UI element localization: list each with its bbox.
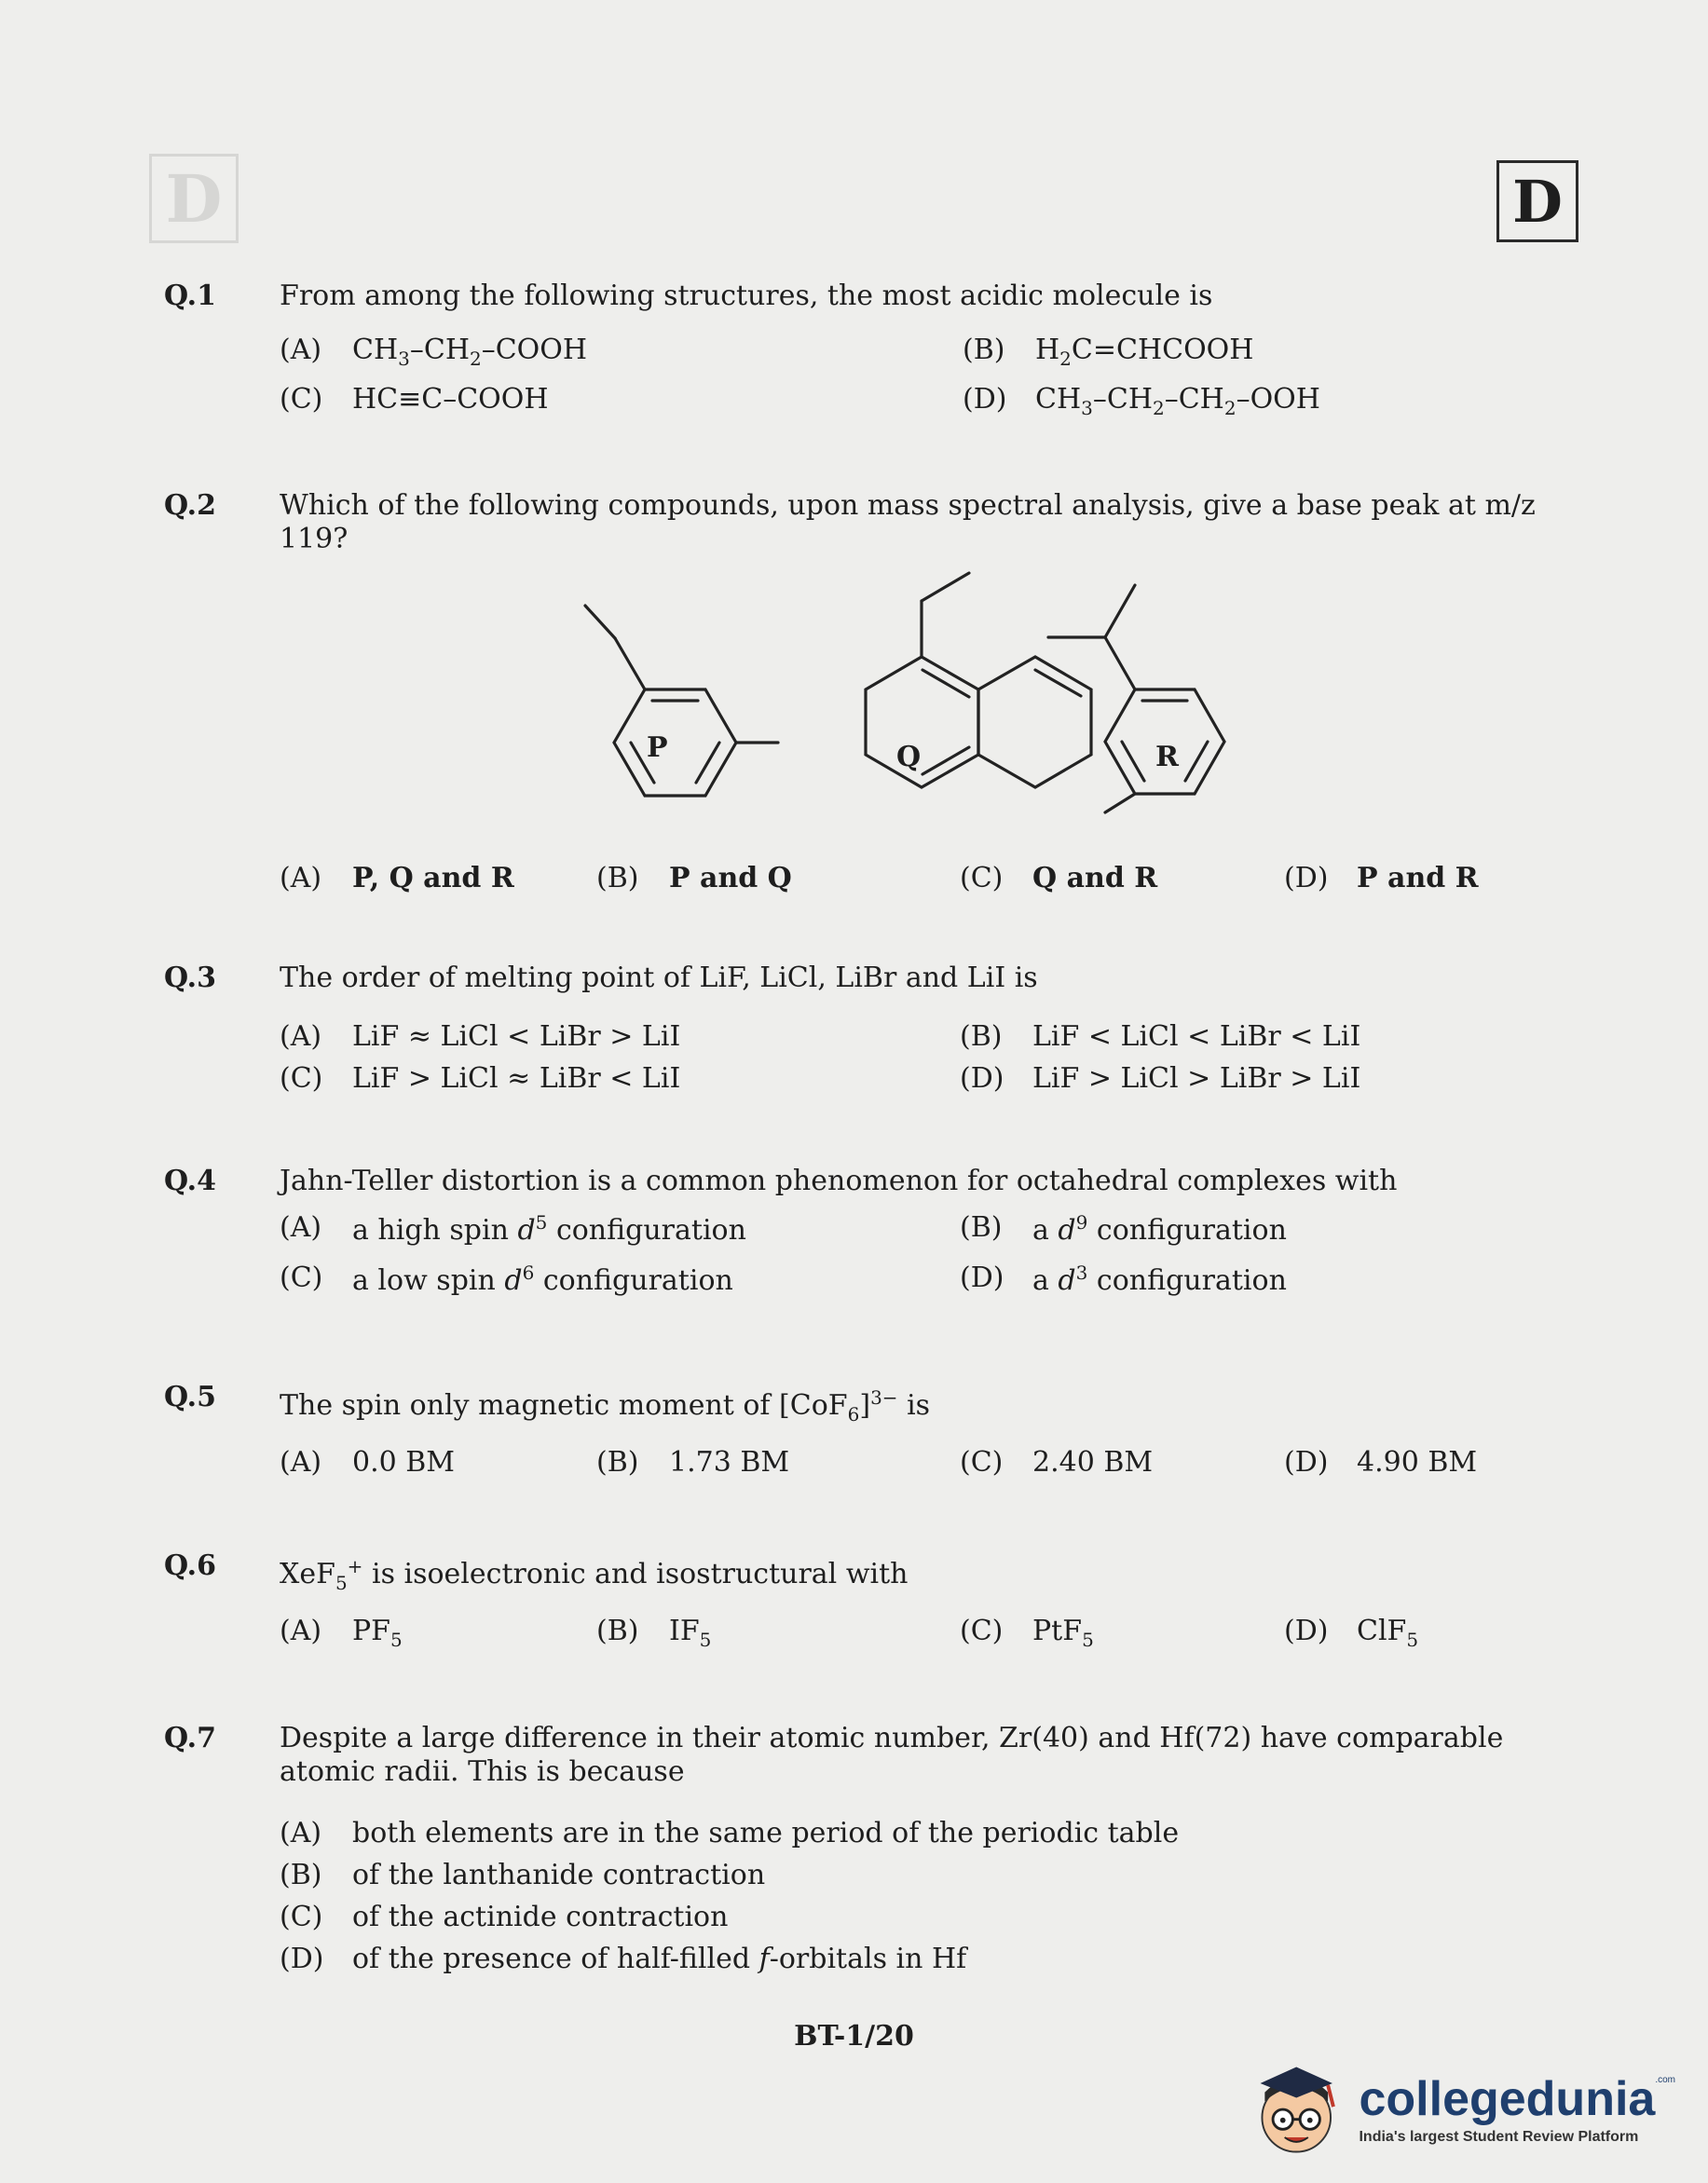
structure-label-p: P xyxy=(647,731,668,764)
option-text: LiF > LiCl ≈ LiBr < LiI xyxy=(352,1062,681,1095)
option-text: $PF_5$ xyxy=(352,1615,403,1651)
option-text: HC≡C–COOH xyxy=(352,383,549,416)
option-label: (B) xyxy=(960,1020,1003,1053)
option-label: (B) xyxy=(960,1211,1003,1244)
option-text: LiF ≈ LiCl < LiBr > LiI xyxy=(352,1020,681,1053)
option-text: Q and R xyxy=(1032,862,1158,894)
option-label: (A) xyxy=(280,1817,322,1849)
option-b[interactable] xyxy=(596,1615,711,1651)
option-label: (C) xyxy=(280,1901,323,1933)
option-text: a $d^9$ configuration xyxy=(1032,1211,1287,1247)
logo-tagline: India's largest Student Review Platform xyxy=(1359,2129,1639,2145)
option-text: a low spin $d^6$ configuration xyxy=(352,1262,733,1297)
option-d[interactable] xyxy=(1284,862,1479,894)
option-b[interactable] xyxy=(596,1446,789,1479)
page-code: BT-1/20 xyxy=(794,2020,914,2053)
option-a[interactable] xyxy=(280,1615,403,1651)
question-number: Q.4 xyxy=(164,1165,216,1197)
structure-label-q: Q xyxy=(896,741,922,773)
logo-name: collegedunia xyxy=(1359,2072,1656,2126)
option-label: (D) xyxy=(960,1062,1004,1095)
option-text: LiF < LiCl < LiBr < LiI xyxy=(1032,1020,1361,1053)
set-code-box: D xyxy=(1496,160,1578,242)
option-a[interactable] xyxy=(280,862,514,894)
option-label: (D) xyxy=(1284,1615,1329,1647)
question-number: Q.6 xyxy=(164,1549,216,1582)
option-a[interactable] xyxy=(280,1020,680,1053)
option-b[interactable] xyxy=(960,1020,1360,1053)
question-text: The order of melting point of LiF, LiCl, LiBr and LiI is xyxy=(280,962,1038,994)
option-a[interactable] xyxy=(280,1446,455,1479)
option-c[interactable] xyxy=(960,1615,1094,1651)
option-d[interactable] xyxy=(1284,1615,1418,1651)
option-text: of the presence of half-filled f-orbitals in Hf xyxy=(352,1943,967,1975)
option-text: 4.90 BM xyxy=(1357,1446,1478,1479)
structure-p xyxy=(585,606,778,796)
question-text: From among the following structures, the most acidic molecule is xyxy=(280,280,1213,312)
logo-suffix: .com xyxy=(1655,2075,1675,2085)
question-text: Jahn-Teller distortion is a common phenomenon for octahedral complexes with xyxy=(280,1165,1398,1197)
option-label: (C) xyxy=(960,862,1004,894)
bleed-through-mark: D xyxy=(149,154,239,243)
option-text: P and R xyxy=(1357,862,1479,894)
question-number: Q.1 xyxy=(164,280,216,312)
option-c[interactable] xyxy=(280,1262,733,1297)
option-text: 0.0 BM xyxy=(352,1446,456,1479)
question-number: Q.5 xyxy=(164,1381,216,1413)
option-label: (A) xyxy=(280,1211,322,1244)
option-b[interactable] xyxy=(596,862,792,894)
question-number: Q.7 xyxy=(164,1722,216,1754)
option-d[interactable] xyxy=(280,1943,966,1975)
option-label: (D) xyxy=(280,1943,324,1975)
question-text: The spin only magnetic moment of $[CoF_6]^{3-}$ is xyxy=(280,1386,931,1426)
option-a[interactable] xyxy=(280,1211,746,1247)
option-text: $IF_5$ xyxy=(669,1615,712,1651)
option-text: both elements are in the same period of the periodic table xyxy=(352,1817,1180,1849)
option-label: (D) xyxy=(1284,1446,1329,1479)
question-text: Which of the following compounds, upon mass spectral analysis, give a base peak at m/z 119? xyxy=(280,489,1536,555)
question-text: Despite a large difference in their atomic number, Zr(40) and Hf(72) have comparable atomic radii. This is because xyxy=(280,1722,1504,1788)
option-d[interactable] xyxy=(960,1262,1287,1297)
option-label: (D) xyxy=(960,1262,1004,1294)
option-text: 1.73 BM xyxy=(669,1446,790,1479)
option-text: 2.40 BM xyxy=(1032,1446,1154,1479)
option-text: of the actinide contraction xyxy=(352,1901,729,1933)
option-label: (C) xyxy=(280,383,323,416)
option-c[interactable] xyxy=(960,1446,1153,1479)
option-label: (C) xyxy=(960,1615,1004,1647)
option-label: (C) xyxy=(280,1262,323,1294)
option-label: (C) xyxy=(960,1446,1004,1479)
structure-r xyxy=(1048,585,1224,812)
logo-text-block xyxy=(1359,2072,1675,2146)
question-text: XeF$_5$+ is isoelectronic and isostructural with xyxy=(280,1555,909,1594)
option-text: LiF > LiCl > LiBr > LiI xyxy=(1032,1062,1361,1095)
option-text: ClF$_5$ xyxy=(1357,1615,1419,1651)
option-text: $H_2C=CHCOOH$ xyxy=(1035,334,1254,370)
collegedunia-logo xyxy=(1247,2054,1675,2166)
option-text: PtF$_5$ xyxy=(1032,1615,1094,1651)
option-b[interactable] xyxy=(280,1859,765,1891)
option-label: (B) xyxy=(596,862,639,894)
option-label: (D) xyxy=(1284,862,1329,894)
option-label: (A) xyxy=(280,1446,322,1479)
option-b[interactable] xyxy=(960,1211,1287,1247)
option-label: (C) xyxy=(280,1062,323,1095)
question-number: Q.3 xyxy=(164,962,216,994)
option-label: (D) xyxy=(963,383,1007,416)
option-c[interactable] xyxy=(280,1062,680,1095)
question-number: Q.2 xyxy=(164,489,216,522)
option-text: $CH_3-CH_2-CH_2$–OOH xyxy=(1035,383,1320,419)
option-text: of the lanthanide contraction xyxy=(352,1859,766,1891)
option-c[interactable] xyxy=(960,862,1157,894)
mascot-icon xyxy=(1247,2054,1346,2166)
option-d[interactable] xyxy=(960,1062,1360,1095)
option-label: (B) xyxy=(596,1615,639,1647)
option-text: a high spin $d^5$ configuration xyxy=(352,1211,746,1247)
option-text: $CH_3-CH_2$–COOH xyxy=(352,334,588,370)
option-text: P, Q and R xyxy=(352,862,514,894)
option-label: (A) xyxy=(280,1615,322,1647)
option-label: (A) xyxy=(280,1020,322,1053)
option-d[interactable] xyxy=(1284,1446,1477,1479)
option-label: (A) xyxy=(280,862,322,894)
structure-label-r: R xyxy=(1155,741,1179,773)
option-label: (A) xyxy=(280,334,322,366)
option-text: a $d^3$ configuration xyxy=(1032,1262,1287,1297)
option-label: (B) xyxy=(596,1446,639,1479)
option-text: P and Q xyxy=(669,862,792,894)
option-label: (B) xyxy=(280,1859,322,1891)
option-c[interactable] xyxy=(280,1901,728,1933)
option-label: (B) xyxy=(963,334,1005,366)
option-a[interactable] xyxy=(280,1817,1179,1849)
